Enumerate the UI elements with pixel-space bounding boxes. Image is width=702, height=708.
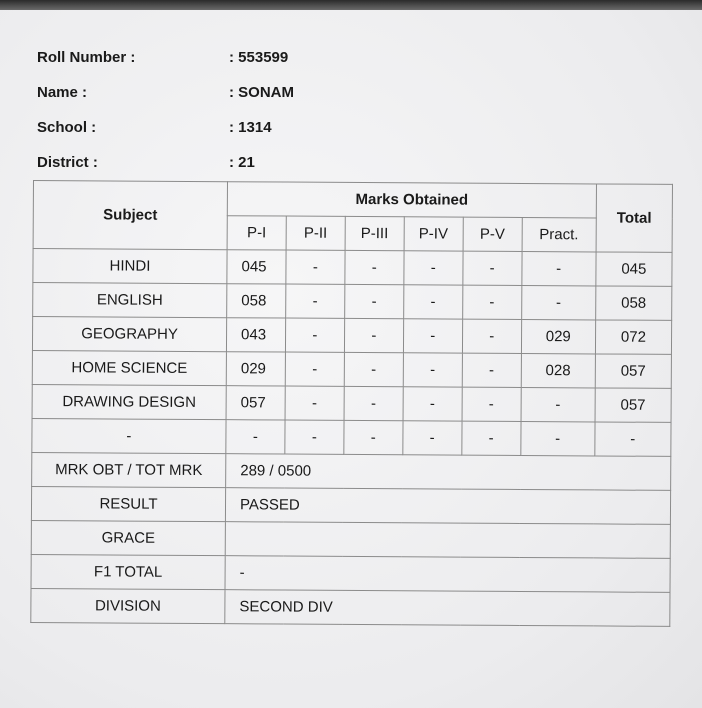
subject-cell: ENGLISH [33, 283, 227, 318]
student-info [37, 40, 294, 180]
mark-cell: - [286, 284, 345, 318]
mark-cell: - [462, 353, 521, 387]
mark-cell: - [344, 318, 403, 352]
marks-obtained-header: Marks Obtained [227, 182, 596, 218]
subject-cell: DRAWING DESIGN [32, 384, 226, 419]
summary-value: SECOND DIV [225, 590, 670, 627]
total-cell: 072 [595, 320, 671, 354]
mark-cell: - [285, 420, 344, 454]
name-value: : SONAM [229, 84, 294, 101]
summary-value: 289 / 0500 [226, 454, 671, 491]
subject-cell: GEOGRAPHY [32, 317, 226, 352]
mark-cell: - [286, 250, 345, 284]
subject-cell: HINDI [33, 249, 227, 284]
mark-cell: - [403, 353, 462, 387]
roll-number-label: Roll Number : [37, 49, 136, 66]
roll-number-value: : 553599 [229, 49, 289, 66]
total-header: Total [596, 184, 673, 252]
school-label: School : [37, 119, 97, 136]
name-row [37, 75, 294, 110]
subject-header: Subject [33, 181, 227, 250]
summary-label: GRACE [31, 520, 225, 555]
mark-cell: - [345, 250, 404, 284]
roll-number-row [37, 40, 294, 75]
total-cell: 045 [596, 252, 672, 286]
mark-cell: - [403, 319, 462, 353]
name-label: Name : [37, 84, 88, 101]
subject-cell: - [32, 418, 226, 453]
summary-label: MRK OBT / TOT MRK [32, 452, 226, 487]
mark-cell: - [344, 352, 403, 386]
mark-cell: - [403, 387, 462, 421]
district-label: District : [37, 154, 98, 171]
school-value: : 1314 [229, 119, 272, 136]
paper-header: P-III [345, 216, 404, 250]
mark-cell: - [344, 386, 403, 420]
mark-cell: - [521, 285, 595, 319]
mark-cell: - [462, 319, 521, 353]
marks-table [30, 180, 673, 627]
district-row [37, 145, 294, 180]
mark-cell: - [226, 420, 285, 454]
summary-row [31, 588, 670, 626]
total-cell: 057 [595, 388, 671, 422]
summary-label: F1 TOTAL [31, 554, 225, 589]
mark-cell: - [522, 251, 596, 285]
district-value: : 21 [229, 154, 255, 171]
table-row [32, 418, 671, 456]
paper-header: P-II [286, 216, 345, 250]
mark-cell: 057 [226, 386, 285, 420]
table-row [33, 249, 672, 287]
total-cell: - [595, 422, 671, 456]
mark-cell: - [345, 284, 404, 318]
mark-cell: 045 [227, 250, 286, 284]
mark-cell: 058 [227, 284, 286, 318]
mark-cell: - [285, 318, 344, 352]
summary-value: PASSED [225, 488, 670, 525]
mark-cell: 029 [521, 319, 595, 353]
table-row [33, 283, 672, 321]
summary-label: DIVISION [31, 588, 225, 623]
mark-cell: - [462, 387, 521, 421]
mark-cell: - [285, 386, 344, 420]
table-row [32, 317, 671, 355]
summary-value: - [225, 556, 670, 593]
summary-row [32, 452, 671, 490]
mark-cell: - [462, 421, 521, 455]
paper-header: P-V [463, 217, 522, 251]
mark-cell: - [521, 387, 595, 421]
mark-cell: - [403, 421, 462, 455]
summary-row [31, 486, 670, 524]
table-row [32, 350, 671, 388]
total-cell: 057 [595, 354, 671, 388]
total-cell: 058 [595, 286, 671, 320]
mark-cell: - [344, 420, 403, 454]
mark-cell: 028 [521, 353, 595, 387]
mark-cell: 043 [226, 318, 285, 352]
mark-cell: - [285, 352, 344, 386]
mark-cell: - [404, 251, 463, 285]
school-row [37, 110, 294, 145]
mark-cell: - [403, 285, 462, 319]
mark-cell: - [462, 285, 521, 319]
summary-value [225, 522, 670, 559]
paper-header: P-IV [404, 217, 463, 251]
table-row [32, 384, 671, 422]
mark-cell: - [463, 251, 522, 285]
summary-label: RESULT [31, 486, 225, 521]
summary-row [31, 554, 670, 592]
subject-cell: HOME SCIENCE [32, 350, 226, 385]
paper-header: P-I [227, 216, 286, 250]
mark-cell: - [520, 421, 594, 455]
mark-cell: 029 [226, 352, 285, 386]
header-row [33, 181, 672, 219]
scan-top-edge [0, 0, 702, 10]
paper-header: Pract. [522, 217, 596, 251]
summary-row [31, 520, 670, 558]
